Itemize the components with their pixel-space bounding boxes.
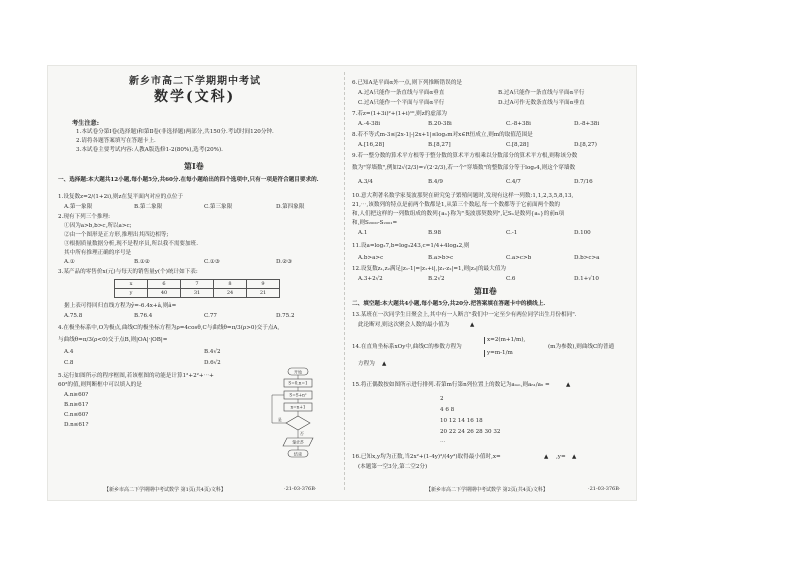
q5-option-b: B.n≥61? — [64, 402, 89, 408]
q10-stem: 10.意大利著名数学家斐波那契在研究兔子繁殖问题时,发现有这样一列数:1,1,2,3,5,8,13, — [352, 193, 574, 199]
q10-option-a: A.1 — [358, 230, 368, 236]
q7-stem: 7.若z=(1+3i)²+(1+i)¹⁰,则z的虚部为 — [352, 111, 448, 117]
q4-option-c: C.8 — [64, 360, 74, 366]
column-divider — [344, 72, 345, 490]
q11-option-b: B.a>b>c — [428, 255, 454, 261]
left-footer-code: ·21-03-376B· — [284, 486, 317, 492]
q15-row-1: 2 — [440, 396, 444, 402]
q4-option-a: A.4 — [64, 349, 74, 355]
q10-stem-3: 和,人们把这样的一列数组成的数列{aₙ}称为"斐波那契数列",记Sₙ是数列{aₙ}的前n项 — [352, 211, 565, 217]
q2-option-d: D.②③ — [276, 259, 293, 265]
q2-tail: 其中所有推理正确的序号是 — [64, 250, 132, 256]
q13-stem: 13.某班在一次同学生日聚会上,其中有一人断言"我们中一定至少有两位同学出生月份相同". — [352, 312, 577, 318]
q7-option-a: A.-4-38i — [358, 121, 381, 127]
q3-table-header: x — [115, 280, 148, 289]
q3-table-cell: 8 — [214, 280, 247, 289]
q15-row-4: 20 22 24 26 28 30 32 — [440, 429, 501, 435]
flow-decision-node — [286, 416, 310, 430]
flow-init-label: S=0,n=1 — [288, 380, 308, 386]
q15-blank[interactable]: ▲ — [566, 382, 571, 388]
q12-option-b: B.2√2 — [428, 276, 445, 282]
q7-option-b: B.20-38i — [428, 121, 452, 127]
q1-stem: 1.设复数z=2/(1+2i),则z在复平面内对应的点位于 — [58, 194, 184, 200]
q1-option-c: C.第三象限 — [204, 204, 233, 210]
q3-table-cell: 6 — [148, 280, 181, 289]
q1-option-b: B.第二象限 — [134, 204, 163, 210]
q10-stem-4: 和,则S₂₀₀₀-S₂₀₀₁= — [352, 220, 398, 226]
q16-blank-1[interactable]: ▲ — [544, 454, 549, 460]
q4-stem-2: 与曲线θ=π/3(ρ<0)交于点B,则|OA|·|OB|= — [58, 337, 168, 343]
q6-option-d: D.过A可作无数条直线与平面α垂直 — [498, 100, 585, 106]
q2-item-2: ②由一个图形是正方形,推理出其四边相等; — [64, 232, 169, 238]
q16-blank-2[interactable]: ▲ — [572, 454, 577, 460]
q14-param-1: x=2(m+1/m), — [484, 337, 525, 344]
q4-option-d: D.6√2 — [204, 360, 221, 366]
q1-option-d: D.第四象限 — [276, 204, 305, 210]
q14-blank[interactable]: ▲ — [382, 361, 387, 367]
flow-update1-label: S=S+n² — [289, 392, 307, 398]
q8-option-b: B.[8,27] — [428, 142, 451, 148]
q4-stem: 4.在极坐标系中,O为极点,曲线C的极坐标方程为ρ=4cosθ,C与曲线θ=π/3(ρ>0)交于点A, — [58, 325, 280, 331]
section1-intro: 一、选择题:本大题共12小题,每小题5分,共60分.在每小题给出的四个选项中,只有一项是符合题目要求的. — [58, 177, 319, 183]
flow-end-label: 结束 — [293, 451, 303, 457]
q4-option-b: B.4√2 — [204, 349, 221, 355]
exam-sheet — [48, 66, 636, 500]
q3-table-header: y — [115, 289, 148, 298]
right-footer-code: ·21-03-376B· — [588, 486, 621, 492]
q3-option-b: B.76.4 — [134, 313, 153, 319]
q10-option-c: C.-1 — [506, 230, 518, 236]
q8-option-c: C.[8,28] — [506, 142, 529, 148]
q5-stem: 5.运行如图所示的程序框图,若该框图的功能是计算1²+2²+⋯+ — [58, 373, 214, 379]
q6-option-b: B.过A只能作一条直线与平面α平行 — [498, 90, 585, 96]
q3-table-cell: 21 — [247, 289, 280, 298]
q3-stem: 3.某产品的零售价x(元)与每天的销售量y(个)统计如下表: — [58, 269, 198, 275]
q2-option-c: C.①③ — [204, 259, 220, 265]
left-column — [54, 66, 342, 500]
q12-option-a: A.3+2√2 — [358, 276, 383, 282]
q2-item-1: ①因为a>b,b>c,所以a>c; — [64, 223, 132, 229]
q14-stem-2: 方程为 — [358, 361, 375, 367]
notes-heading: 考生注意: — [72, 120, 100, 127]
q14-param-2: y=m-1/m — [484, 350, 513, 357]
q5-option-d: D.n≤61? — [64, 422, 89, 428]
q9-option-b: B.4/9 — [428, 179, 443, 185]
exam-title: 新乡市高二下学期期中考试 — [129, 76, 261, 87]
q16-stem: 16.已知x,y均为正数,当2x²+(1-4y)²/(4y²)取得最小值时,x= — [352, 454, 501, 460]
notes-line-3: 3.本试卷主要考试内容:人教A版选修1-2(80%),选考(20%). — [76, 147, 223, 153]
q3-option-a: A.75.8 — [64, 313, 83, 319]
q3-table-cell: 31 — [181, 289, 214, 298]
q3-table-cell: 40 — [148, 289, 181, 298]
q6-stem: 6.已知A是平面α外一点,则下列推断错误的是 — [352, 80, 463, 86]
q12-stem: 12.设复数z₁,z₂满足|z₁-1|=|z₁+i|,|z₁-z₂|=1,则|z₂|的最大值为 — [352, 266, 506, 272]
part2-heading: 第Ⅱ卷 — [474, 286, 497, 296]
q5-option-c: C.n≤60? — [64, 412, 89, 418]
q15-row-5: ⋯ — [440, 440, 446, 446]
q5-option-a: A.n≥60? — [64, 392, 89, 398]
left-footer: 【新乡市高二下学期期中考试数学 第1页(共4页)文科】 — [104, 487, 226, 493]
part1-heading: 第Ⅰ卷 — [184, 161, 204, 171]
q15-row-3: 10 12 14 16 18 — [440, 418, 483, 424]
q3-tail: 据上表可得回归直线方程为ŷ=-6.4x+â,则â= — [64, 303, 177, 309]
flow-yes-label: 是 — [278, 417, 282, 422]
q9-option-c: C.4/7 — [506, 179, 521, 185]
q11-stem: 11.设a=log₂7,b=log₃243,c=1/4+4log₄2,则 — [352, 243, 470, 249]
q3-option-c: C.77 — [204, 313, 217, 319]
q15-row-2: 4 6 8 — [440, 407, 455, 413]
right-footer: 【新乡市高二下学期期中考试数学 第2页(共4页)文科】 — [426, 487, 548, 493]
q8-stem: 8.若不等式m-3≤|2x-1|-|2x+1|≤log₂m对x∈R恒成立,则m的取值范围是 — [352, 132, 533, 138]
q10-option-b: B.98 — [428, 230, 442, 236]
q12-option-d: D.1+√10 — [574, 276, 599, 282]
q1-option-a: A.第一象限 — [64, 204, 93, 210]
q10-stem-2: 21,⋯,该数列的特点是前两个数都是1,从第三个数起,每一个数都等于它前面两个数的 — [352, 202, 560, 208]
q3-option-d: D.75.2 — [276, 313, 295, 319]
q11-option-a: A.b>a>c — [358, 255, 384, 261]
q12-option-c: C.6 — [506, 276, 516, 282]
q11-option-d: D.b>c>a — [574, 255, 600, 261]
q2-item-3: ③根据质量数据分析,现不是程序员,所以我不需要加班. — [64, 241, 198, 247]
q2-stem: 2.现有下列三个推理: — [58, 214, 110, 220]
flow-output-label: 输出S — [292, 439, 304, 445]
flow-no-label: 否 — [300, 431, 304, 436]
q8-option-a: A.[16,28] — [358, 142, 385, 148]
q3-table — [114, 279, 280, 298]
q8-option-d: D.[8,27) — [574, 142, 597, 148]
q9-option-a: A.3/4 — [358, 179, 373, 185]
flow-start-label: 开始 — [293, 369, 303, 375]
q3-table-cell: 9 — [247, 280, 280, 289]
q15-stem: 15.将正偶数按如图所示进行排列.若第m行第n列位置上的数记为aₘₙ,则a₆₁/a₆ = — [352, 382, 550, 388]
q13-blank[interactable]: ▲ — [470, 322, 475, 328]
q11-option-c: C.a>c>b — [506, 255, 532, 261]
flow-update2-label: n=n+1 — [290, 404, 306, 410]
q9-option-d: D.7/16 — [574, 179, 593, 185]
q14-tail: (m为参数),则曲线C的普通 — [548, 344, 615, 350]
q14-stem: 14.在直角坐标系xOy中,曲线C的参数方程为 — [352, 344, 462, 350]
q3-table-row-x — [115, 280, 280, 289]
q3-table-row-y — [115, 289, 280, 298]
q10-option-d: D.100 — [574, 230, 591, 236]
q9-stem-2: 数为"穿墙数",例如2√(2/3)=√(2·2/3),若一个"穿墙数"的整数部分等于log₂4,则这个穿墙数 — [352, 165, 576, 171]
q6-option-a: A.过A只能作一条直线与平面α垂直 — [358, 90, 445, 96]
notes-line-2: 2.请将各题答案填写在答题卡上. — [76, 138, 156, 144]
q2-option-b: B.①② — [134, 259, 150, 265]
section2-intro: 二、填空题:本大题共4小题,每小题5分,共20分.把答案填在答题卡中的横线上. — [352, 301, 546, 307]
q16-stem-2: (本题第一空3分,第二空2分) — [358, 464, 428, 470]
q5-stem-2: 60²的值,则判断框中可以填入的是 — [58, 382, 142, 388]
exam-subject: 数学(文科) — [154, 89, 236, 105]
q6-option-c: C.过A只能作一个平面与平面α平行 — [358, 100, 445, 106]
q7-option-d: D.-8+38i — [574, 121, 600, 127]
q3-table-cell: 7 — [181, 280, 214, 289]
q5-flowchart — [260, 366, 336, 476]
right-column — [348, 66, 636, 500]
q16-mid: ,y= — [556, 454, 566, 460]
notes-line-1: 1.本试卷分第Ⅰ卷(选择题)和第Ⅱ卷(非选择题)两部分,共150分.考试时间120分钟. — [76, 129, 274, 135]
q13-stem-2: 此论断对,则这次聚会人数的最小值为 — [358, 322, 450, 328]
q3-table-cell: 24 — [214, 289, 247, 298]
q9-stem: 9.若一整分数的算术平方根等于整分数的算术平方根乘以分数部分的算术平方根,则称该分数 — [352, 153, 578, 159]
q2-option-a: A.① — [64, 259, 75, 265]
q7-option-c: C.-8+38i — [506, 121, 531, 127]
